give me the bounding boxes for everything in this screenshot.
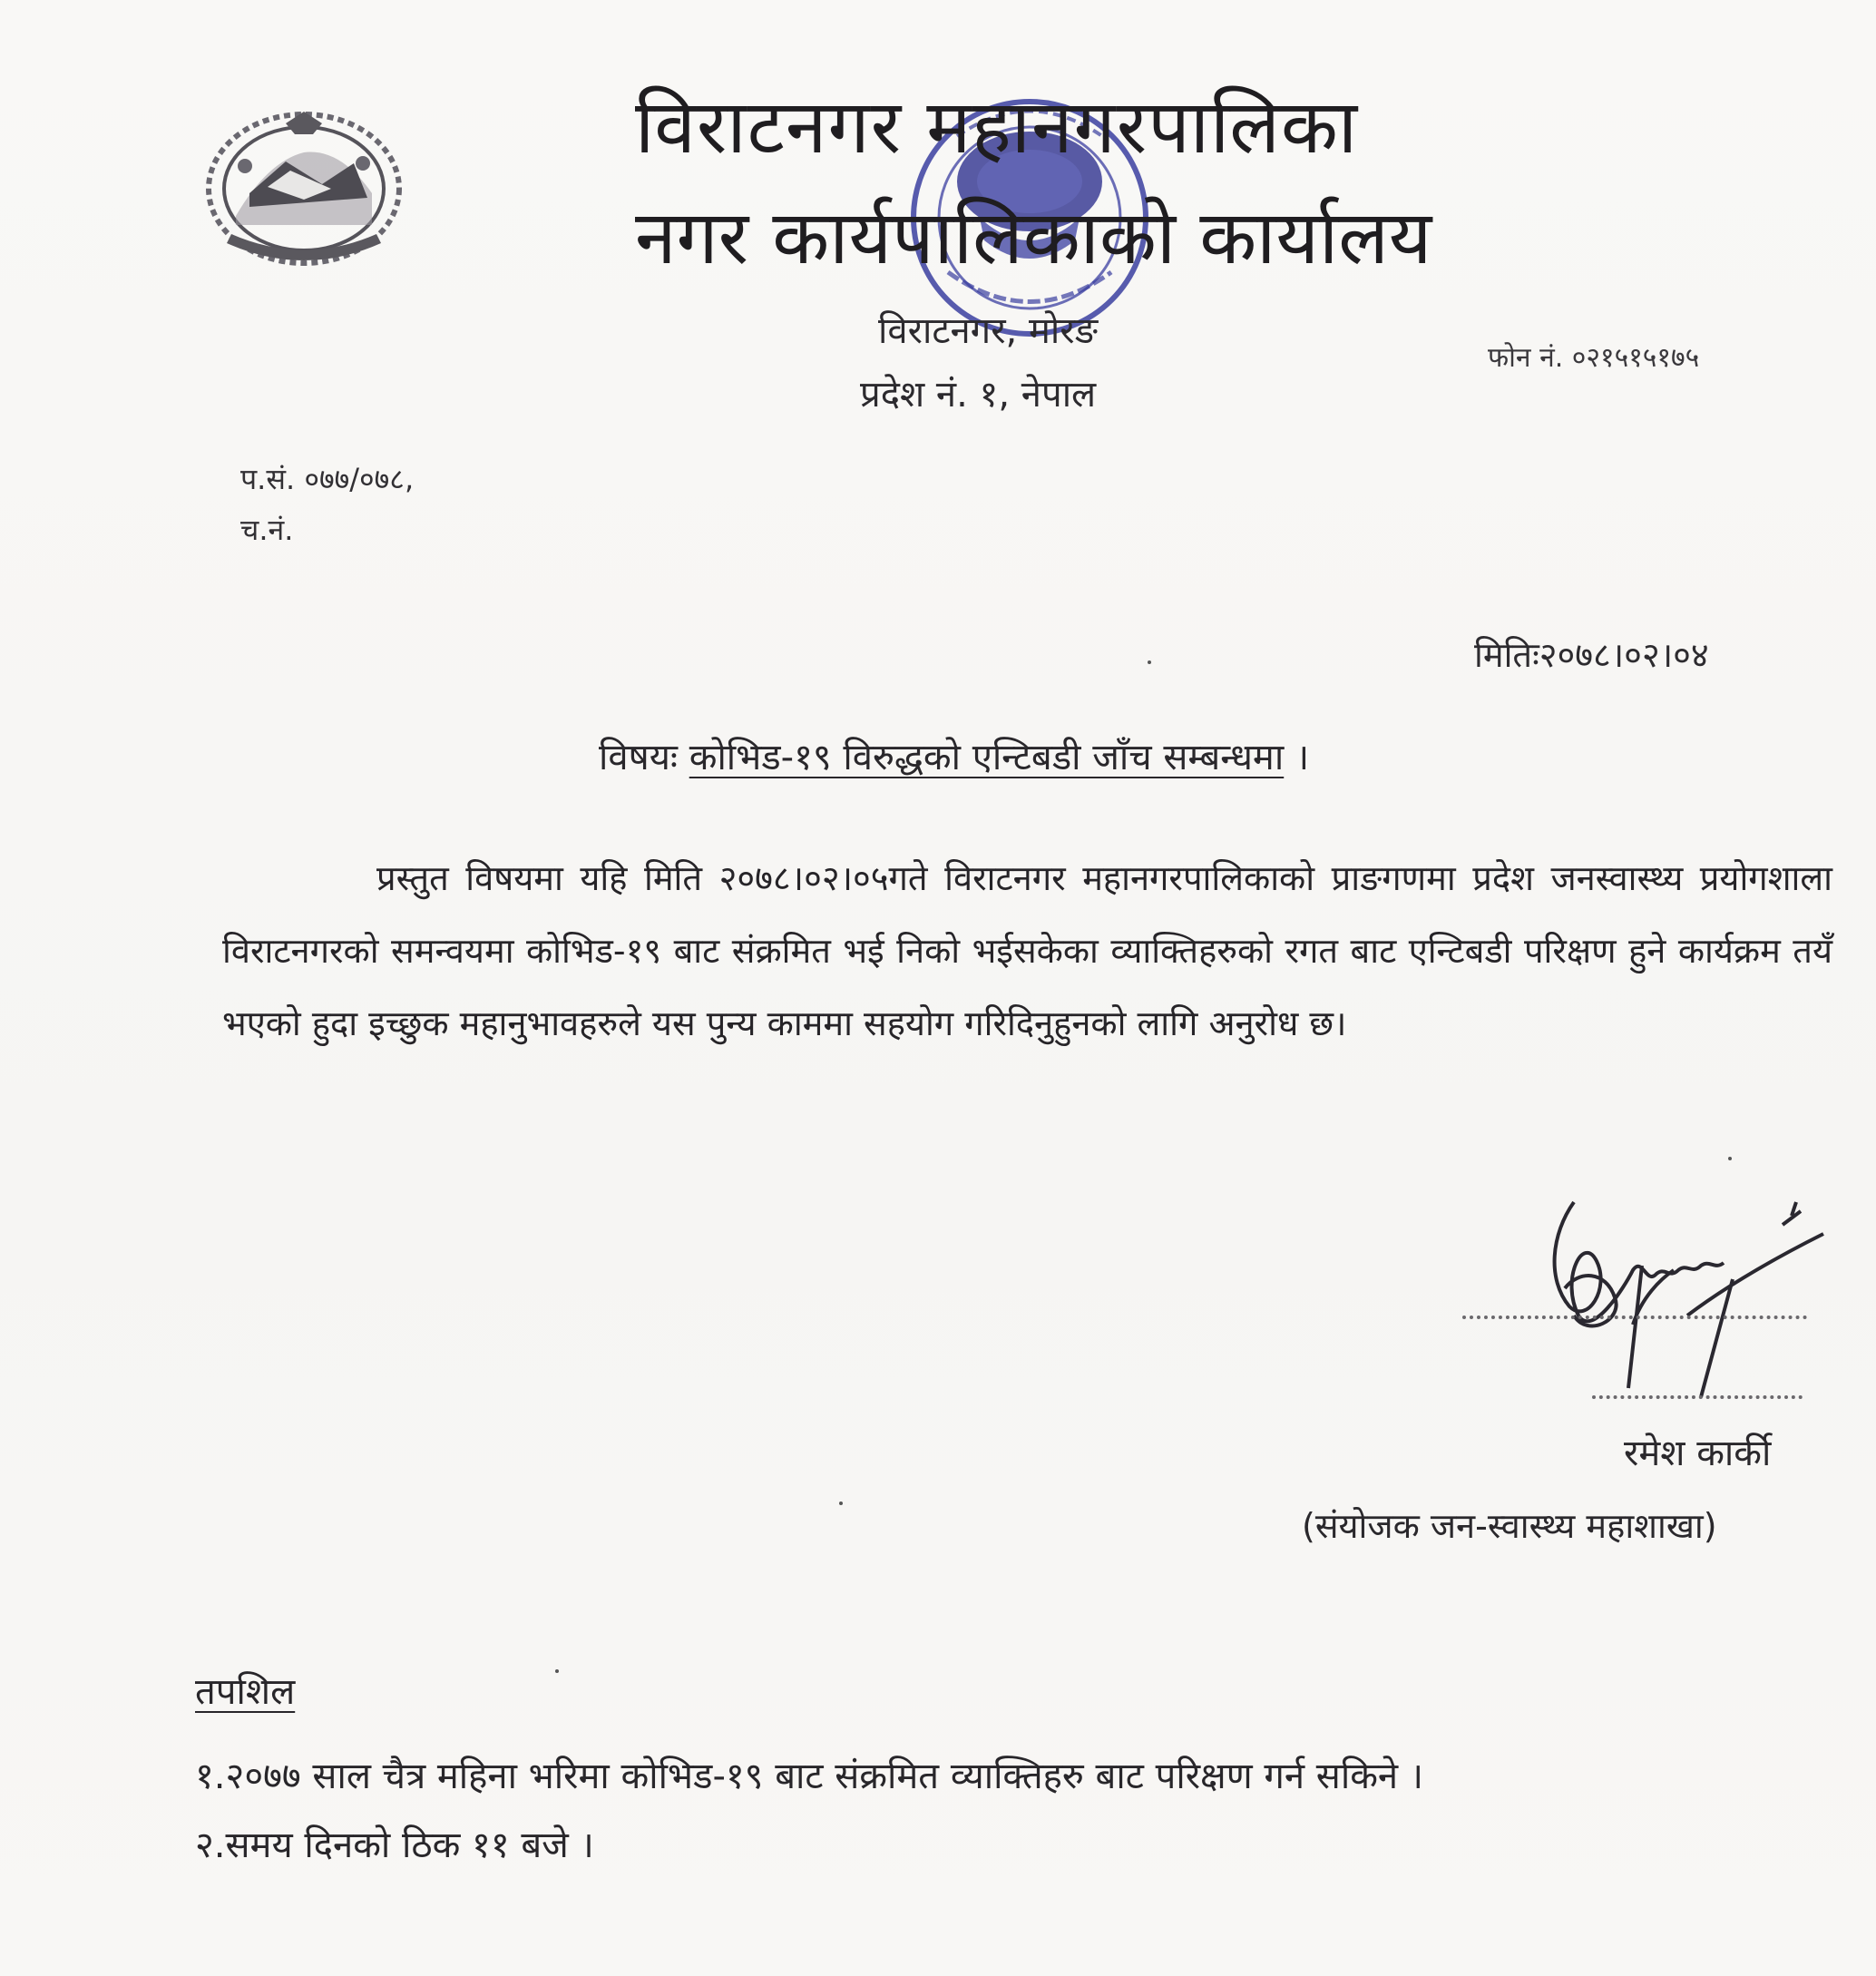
office-title-line2: नगर कार्यपालिकाको कार्यालय bbox=[635, 195, 1432, 281]
office-title-line1: विराटनगर महानगरपालिका bbox=[635, 84, 1359, 171]
handwritten-signature bbox=[1451, 1179, 1832, 1424]
paper-speck bbox=[555, 1669, 559, 1673]
body-paragraph: प्रस्तुत विषयमा यहि मिति २०७८।०२।०५गते विराटनगर महानगरपालिकाको प्राङगणमा प्रदेश जनस्वास्थ्य प्रयोगशाला विराटनगरको समन्वयमा कोभिड-१९ बाट संक्रमित भई निको भईसकेका व्याक्तिहरुको रगत बाट एन्टिबडी परिक्षण हुने कार्यक्रम तयँ भएको हुदा इच्छुक महानुभावहरुले यस पुन्य काममा सहयोग गरिदिनुहुनको लागि अनुरोध छ। bbox=[222, 858, 1832, 1043]
letter-date: मितिः२०७८।०२।०४ bbox=[1474, 635, 1709, 675]
paper-speck bbox=[1148, 660, 1151, 664]
phone-number: फोन नं. ०२१५१५१७५ bbox=[1488, 342, 1700, 374]
office-address-line1: विराटनगर, मोरङ bbox=[878, 310, 1099, 352]
office-address-line2: प्रदेश नं. १, नेपाल bbox=[860, 374, 1097, 416]
annex-item: १.२०७७ साल चैत्र महिना भरिमा कोभिड-१९ बाट संक्रमित व्याक्तिहरु बाट परिक्षण गर्न सकिने । bbox=[195, 1756, 1424, 1797]
annex-list bbox=[195, 1742, 1423, 1880]
subject-text: कोभिड-१९ विरुद्धको एन्टिबडी जाँच सम्बन्धमा bbox=[689, 737, 1285, 778]
subject-line bbox=[599, 730, 1309, 780]
signatory-designation: (संयोजक जन-स्वास्थ्य महाशाखा) bbox=[1302, 1506, 1717, 1546]
signature-dotted-line bbox=[1462, 1316, 1807, 1319]
annex-item: २.समय दिनको ठिक ११ बजे । bbox=[195, 1824, 594, 1866]
patra-sankhya: प.सं. ०७७/०७८, bbox=[240, 462, 415, 496]
signatory-name: रमेश कार्की bbox=[1624, 1433, 1772, 1474]
subject-end: । bbox=[1295, 737, 1310, 778]
reference-block bbox=[240, 454, 414, 555]
nepal-government-emblem-icon bbox=[195, 98, 413, 279]
annex-heading: तपशिल bbox=[195, 1671, 296, 1713]
paper-speck bbox=[839, 1502, 843, 1505]
paper-speck bbox=[1728, 1157, 1732, 1160]
subject-prefix: विषयः bbox=[599, 737, 678, 778]
name-dotted-line bbox=[1592, 1395, 1803, 1399]
chalani-number: च.नं. bbox=[240, 513, 294, 547]
